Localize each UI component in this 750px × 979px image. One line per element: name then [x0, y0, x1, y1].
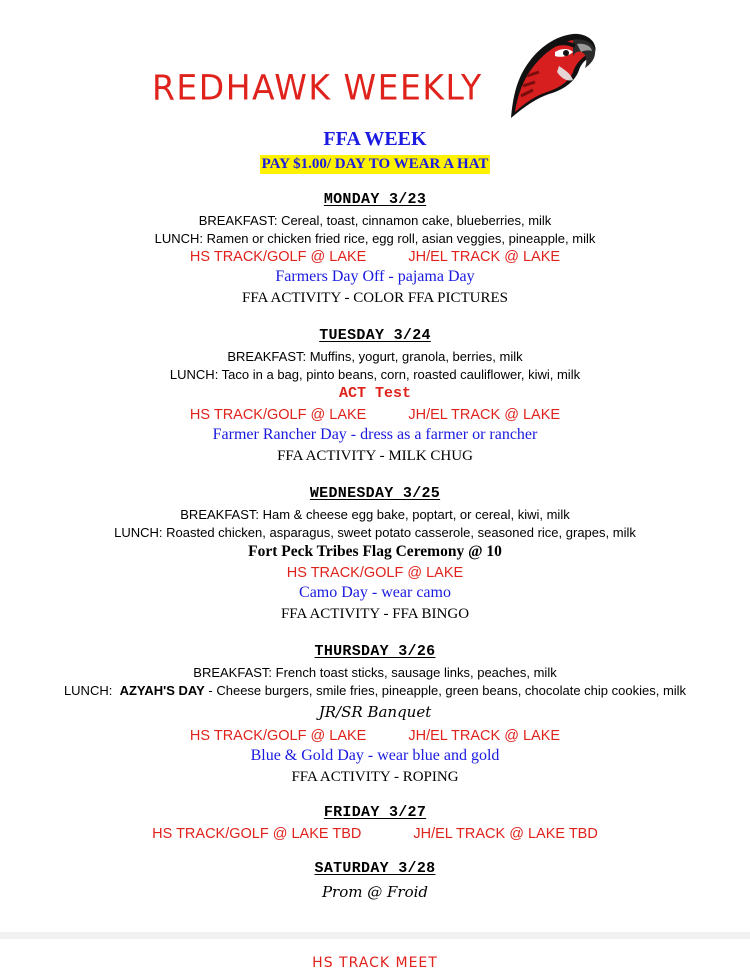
friday-heading: FRIDAY 3/27 [323, 804, 427, 821]
week-title: FFA WEEK [323, 128, 427, 150]
masthead-title: REDHAWK WEEKLY [152, 67, 483, 108]
wednesday-lunch: LUNCH: Roasted chicken, asparagus, sweet potato casserole, seasoned rice, grapes, milk [114, 525, 636, 540]
monday-dress-day: Farmers Day Off - pajama Day [275, 268, 475, 285]
monday-breakfast: BREAKFAST: Cereal, toast, cinnamon cake, blueberries, milk [198, 213, 552, 228]
hat-note-line [0, 155, 750, 174]
thursday-heading: THURSDAY 3/26 [314, 643, 436, 660]
thursday-jh-track: JH/EL TRACK @ LAKE [408, 728, 561, 744]
thursday-hs-track: HS TRACK/GOLF @ LAKE [189, 728, 367, 744]
wednesday-breakfast: BREAKFAST: Ham & cheese egg bake, poptart, or cereal, kiwi, milk [180, 507, 570, 522]
tuesday-breakfast: BREAKFAST: Muffins, yogurt, granola, berries, milk [227, 349, 523, 364]
monday-ffa-activity: FFA ACTIVITY - COLOR FFA PICTURES [241, 290, 508, 306]
monday-lunch: LUNCH: Ramen or chicken fried rice, egg roll, asian veggies, pineapple, milk [154, 231, 596, 246]
tuesday-dress-day: Farmer Rancher Day - dress as a farmer or rancher [212, 426, 538, 443]
next-page-title: HS TRACK MEET [312, 955, 438, 971]
thursday-lunch-menu: - Cheese burgers, smile fries, pineapple, green beans, chocolate chip cookies, milk [204, 683, 687, 698]
tuesday-ffa-activity: FFA ACTIVITY - MILK CHUG [277, 448, 473, 464]
wednesday-ffa-activity: FFA ACTIVITY - FFA BINGO [280, 606, 470, 622]
thursday-ffa-activity: FFA ACTIVITY - ROPING [291, 769, 459, 785]
monday-track-line [0, 249, 750, 265]
thursday-track-line [0, 728, 750, 744]
tuesday-act-test: ACT Test [338, 385, 411, 402]
monday-jh-track: JH/EL TRACK @ LAKE [408, 249, 561, 265]
thursday-banquet: JR/SR Banquet [318, 703, 432, 721]
tuesday-lunch: LUNCH: Taco in a bag, pinto beans, corn, roasted cauliflower, kiwi, milk [169, 367, 581, 382]
saturday-heading: SATURDAY 3/28 [314, 860, 436, 877]
friday-hs-track: HS TRACK/GOLF @ LAKE TBD [152, 826, 362, 842]
monday-hs-track: HS TRACK/GOLF @ LAKE [189, 249, 367, 265]
masthead [0, 60, 750, 120]
wednesday-dress-day: Camo Day - wear camo [299, 584, 451, 601]
thursday-lunch-prefix: LUNCH: [63, 683, 113, 698]
tuesday-hs-track: HS TRACK/GOLF @ LAKE [189, 407, 367, 423]
thursday-dress-day: Blue & Gold Day - wear blue and gold [250, 747, 500, 764]
tuesday-heading: TUESDAY 3/24 [319, 327, 431, 344]
thursday-breakfast: BREAKFAST: French toast sticks, sausage links, peaches, milk [193, 665, 557, 680]
thursday-lunch-special: AZYAH'S DAY [119, 683, 205, 698]
redhawk-mascot-icon [503, 26, 599, 124]
hat-note: PAY $1.00/ DAY TO WEAR A HAT [261, 156, 489, 172]
tuesday-track-line [0, 407, 750, 423]
monday-heading: MONDAY 3/23 [323, 191, 427, 208]
wednesday-flag-ceremony: Fort Peck Tribes Flag Ceremony @ 10 [248, 543, 502, 560]
saturday-prom: Prom @ Froid [321, 883, 429, 901]
tuesday-jh-track: JH/EL TRACK @ LAKE [408, 407, 561, 423]
friday-track-line [0, 826, 750, 842]
wednesday-hs-track: HS TRACK/GOLF @ LAKE [286, 565, 464, 581]
friday-jh-track: JH/EL TRACK @ LAKE TBD [413, 826, 598, 842]
wednesday-heading: WEDNESDAY 3/25 [309, 485, 441, 502]
thursday-lunch [0, 683, 750, 698]
